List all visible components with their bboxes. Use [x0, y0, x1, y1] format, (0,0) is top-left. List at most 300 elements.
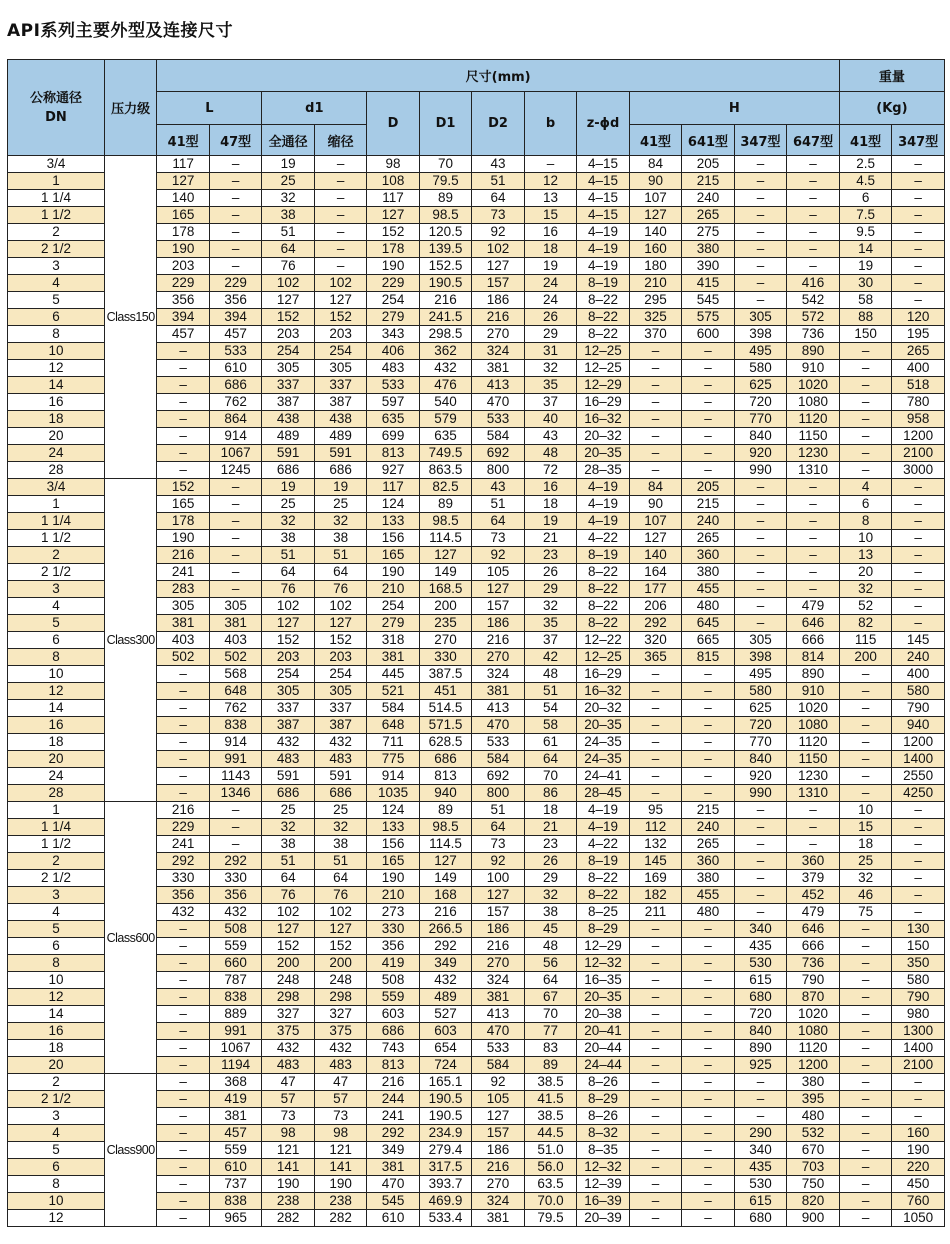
cell-z-phi-d: 20–41 [577, 1023, 629, 1040]
cell-d: 156 [367, 836, 419, 853]
cell-l-47: 1194 [209, 1057, 261, 1074]
cell-d: 124 [367, 802, 419, 819]
cell-l-41: 178 [157, 513, 209, 530]
cell-d1-full: 38 [262, 836, 314, 853]
cell-h-41: 177 [629, 581, 681, 598]
cell-d2: 51 [472, 173, 524, 190]
cell-h-641: – [682, 1057, 734, 1074]
cell-d1-full: 489 [262, 428, 314, 445]
cell-d1-reduced: 19 [314, 479, 366, 496]
cell-d1-reduced: 254 [314, 666, 366, 683]
cell-h-641: 390 [682, 258, 734, 275]
cell-l-41: – [157, 734, 209, 751]
cell-h-347: 925 [734, 1057, 786, 1074]
cell-d: 117 [367, 190, 419, 207]
cell-weight-41: – [839, 768, 891, 785]
cell-dn: 2 [8, 547, 105, 564]
cell-dn: 16 [8, 1023, 105, 1040]
cell-d1-full: 19 [262, 156, 314, 173]
cell-l-41: – [157, 768, 209, 785]
cell-z-phi-d: 28–45 [577, 785, 629, 802]
cell-l-47: 559 [209, 938, 261, 955]
cell-b: 48 [524, 445, 576, 462]
cell-d1-full: 25 [262, 802, 314, 819]
cell-h-41: – [629, 972, 681, 989]
cell-h-41: 84 [629, 156, 681, 173]
cell-b: 35 [524, 615, 576, 632]
cell-l-41: 330 [157, 870, 209, 887]
cell-l-47: – [209, 496, 261, 513]
cell-d1: 165.1 [419, 1074, 471, 1091]
cell-b: 58 [524, 717, 576, 734]
cell-z-phi-d: 8–19 [577, 853, 629, 870]
cell-weight-347: 1200 [892, 734, 945, 751]
cell-d1-reduced: 483 [314, 751, 366, 768]
cell-weight-347: 150 [892, 938, 945, 955]
cell-h-641: – [682, 734, 734, 751]
cell-d2: 64 [472, 513, 524, 530]
cell-weight-41: – [839, 428, 891, 445]
cell-l-47: 1143 [209, 768, 261, 785]
cell-d2: 800 [472, 462, 524, 479]
cell-d1: 114.5 [419, 530, 471, 547]
cell-z-phi-d: 20–35 [577, 717, 629, 734]
cell-d1-reduced: 127 [314, 615, 366, 632]
cell-h-647: 890 [787, 343, 840, 360]
cell-l-41: – [157, 989, 209, 1006]
cell-z-phi-d: 8–22 [577, 564, 629, 581]
cell-l-41: 229 [157, 275, 209, 292]
cell-d: 273 [367, 904, 419, 921]
cell-h-647: – [787, 564, 840, 581]
cell-h-641: 360 [682, 853, 734, 870]
cell-b: 32 [524, 598, 576, 615]
cell-d1-reduced: 64 [314, 564, 366, 581]
cell-b: 26 [524, 564, 576, 581]
cell-d2: 43 [472, 156, 524, 173]
cell-d1-full: 203 [262, 326, 314, 343]
cell-dn: 6 [8, 1159, 105, 1176]
cell-d2: 270 [472, 955, 524, 972]
cell-h-347: 625 [734, 377, 786, 394]
cell-h-347: 435 [734, 1159, 786, 1176]
cell-l-41: 403 [157, 632, 209, 649]
cell-weight-347: 790 [892, 700, 945, 717]
cell-h-347: – [734, 1108, 786, 1125]
cell-dn: 10 [8, 343, 105, 360]
cell-b: 18 [524, 802, 576, 819]
cell-dn: 18 [8, 1040, 105, 1057]
header-pressure-class: 压力级 [104, 60, 156, 156]
cell-h-647: 910 [787, 683, 840, 700]
cell-weight-347: – [892, 156, 945, 173]
cell-dn: 2 [8, 1074, 105, 1091]
cell-d1-reduced: – [314, 258, 366, 275]
cell-z-phi-d: 20–32 [577, 428, 629, 445]
cell-h-641: – [682, 1023, 734, 1040]
cell-h-41: – [629, 428, 681, 445]
cell-weight-347: 1300 [892, 1023, 945, 1040]
cell-dn: 3 [8, 1108, 105, 1125]
cell-h-347: – [734, 547, 786, 564]
cell-h-641: 415 [682, 275, 734, 292]
cell-d1-full: 298 [262, 989, 314, 1006]
cell-l-41: – [157, 411, 209, 428]
cell-h-647: 452 [787, 887, 840, 904]
cell-d1-reduced: 282 [314, 1210, 366, 1227]
cell-d1-full: 305 [262, 683, 314, 700]
cell-d1-reduced: 32 [314, 513, 366, 530]
cell-d1-full: 38 [262, 207, 314, 224]
cell-d: 244 [367, 1091, 419, 1108]
cell-d1: 190.5 [419, 275, 471, 292]
cell-d2: 92 [472, 1074, 524, 1091]
cell-h-641: – [682, 343, 734, 360]
cell-h-41: 292 [629, 615, 681, 632]
cell-l-47: 533 [209, 343, 261, 360]
cell-h-41: – [629, 1057, 681, 1074]
cell-dn: 1 1/4 [8, 190, 105, 207]
cell-h-641: – [682, 1006, 734, 1023]
cell-h-647: 814 [787, 649, 840, 666]
cell-d: 419 [367, 955, 419, 972]
cell-d1-full: 327 [262, 1006, 314, 1023]
cell-h-347: 920 [734, 768, 786, 785]
cell-d1-reduced: 102 [314, 275, 366, 292]
cell-z-phi-d: 16–39 [577, 1193, 629, 1210]
cell-z-phi-d: 12–32 [577, 1159, 629, 1176]
cell-dn: 10 [8, 666, 105, 683]
cell-l-47: 889 [209, 1006, 261, 1023]
cell-h-641: 380 [682, 564, 734, 581]
cell-weight-41: – [839, 683, 891, 700]
cell-weight-41: 4 [839, 479, 891, 496]
cell-weight-41: 9.5 [839, 224, 891, 241]
cell-d1-reduced: – [314, 224, 366, 241]
cell-dn: 3/4 [8, 156, 105, 173]
cell-h-647: – [787, 496, 840, 513]
cell-h-647: 1080 [787, 394, 840, 411]
cell-d1: 241.5 [419, 309, 471, 326]
cell-weight-41: – [839, 343, 891, 360]
cell-h-641: 575 [682, 309, 734, 326]
cell-b: 89 [524, 1057, 576, 1074]
cell-z-phi-d: 4–15 [577, 190, 629, 207]
cell-d1-reduced: 483 [314, 1057, 366, 1074]
cell-h-647: 646 [787, 921, 840, 938]
cell-l-47: 787 [209, 972, 261, 989]
cell-b: 16 [524, 479, 576, 496]
cell-d: 470 [367, 1176, 419, 1193]
cell-h-41: – [629, 666, 681, 683]
header-H-347: 347型 [734, 125, 786, 156]
cell-z-phi-d: 8–22 [577, 598, 629, 615]
cell-d1: 89 [419, 802, 471, 819]
cell-h-647: – [787, 836, 840, 853]
cell-h-347: – [734, 564, 786, 581]
cell-weight-41: – [839, 1125, 891, 1142]
cell-d2: 584 [472, 1057, 524, 1074]
cell-l-47: – [209, 241, 261, 258]
cell-weight-41: 32 [839, 870, 891, 887]
cell-d1-reduced: 102 [314, 598, 366, 615]
cell-dn: 5 [8, 615, 105, 632]
cell-d1-reduced: 327 [314, 1006, 366, 1023]
cell-weight-41: – [839, 1074, 891, 1091]
cell-z-phi-d: 4–22 [577, 836, 629, 853]
cell-b: 48 [524, 666, 576, 683]
cell-l-41: – [157, 1159, 209, 1176]
cell-h-647: 910 [787, 360, 840, 377]
table-row [8, 802, 945, 819]
header-weight-41: 41型 [839, 125, 891, 156]
cell-d1-reduced: 686 [314, 785, 366, 802]
cell-d1: 200 [419, 598, 471, 615]
cell-h-347: 530 [734, 1176, 786, 1193]
cell-weight-347: – [892, 904, 945, 921]
cell-weight-347: – [892, 292, 945, 309]
cell-d1-full: 438 [262, 411, 314, 428]
cell-dn: 1 1/2 [8, 207, 105, 224]
cell-d: 521 [367, 683, 419, 700]
cell-z-phi-d: 4–22 [577, 530, 629, 547]
cell-l-41: 394 [157, 309, 209, 326]
cell-d: 178 [367, 241, 419, 258]
cell-weight-41: – [839, 955, 891, 972]
cell-l-47: – [209, 547, 261, 564]
cell-dn: 12 [8, 989, 105, 1006]
cell-b: 24 [524, 292, 576, 309]
cell-d2: 127 [472, 887, 524, 904]
cell-weight-347: – [892, 479, 945, 496]
cell-l-47: 838 [209, 717, 261, 734]
cell-dn: 2 1/2 [8, 870, 105, 887]
table-row [8, 156, 945, 173]
cell-l-47: 502 [209, 649, 261, 666]
cell-z-phi-d: 20–44 [577, 1040, 629, 1057]
cell-h-41: 211 [629, 904, 681, 921]
cell-z-phi-d: 24–35 [577, 734, 629, 751]
cell-d1-reduced: 121 [314, 1142, 366, 1159]
cell-d2: 270 [472, 649, 524, 666]
cell-b: 23 [524, 836, 576, 853]
cell-weight-347: – [892, 564, 945, 581]
cell-h-647: – [787, 802, 840, 819]
cell-h-347: 770 [734, 411, 786, 428]
cell-h-41: 107 [629, 190, 681, 207]
cell-l-41: – [157, 683, 209, 700]
cell-d1-full: 127 [262, 921, 314, 938]
cell-b: 15 [524, 207, 576, 224]
cell-l-41: – [157, 1125, 209, 1142]
cell-h-41: – [629, 411, 681, 428]
cell-h-347: 290 [734, 1125, 786, 1142]
cell-l-41: 381 [157, 615, 209, 632]
cell-h-347: 990 [734, 462, 786, 479]
cell-l-47: – [209, 207, 261, 224]
cell-h-41: 90 [629, 496, 681, 513]
cell-dn: 20 [8, 428, 105, 445]
cell-d1-full: 102 [262, 598, 314, 615]
cell-d1-reduced: 38 [314, 530, 366, 547]
cell-h-647: – [787, 479, 840, 496]
cell-d1-full: 141 [262, 1159, 314, 1176]
cell-z-phi-d: 16–32 [577, 411, 629, 428]
cell-weight-347: – [892, 581, 945, 598]
cell-weight-41: – [839, 1023, 891, 1040]
cell-h-41: – [629, 938, 681, 955]
cell-d2: 584 [472, 428, 524, 445]
cell-h-647: – [787, 173, 840, 190]
cell-d2: 105 [472, 564, 524, 581]
cell-h-647: 360 [787, 853, 840, 870]
cell-weight-347: – [892, 207, 945, 224]
cell-d1-full: 73 [262, 1108, 314, 1125]
header-D2: D2 [472, 92, 524, 156]
cell-d1-reduced: 337 [314, 377, 366, 394]
cell-h-647: 1080 [787, 717, 840, 734]
cell-h-641: – [682, 377, 734, 394]
cell-d1-full: 254 [262, 343, 314, 360]
cell-h-647: 1120 [787, 1040, 840, 1057]
cell-d1: 98.5 [419, 207, 471, 224]
cell-d1: 216 [419, 904, 471, 921]
cell-b: 79.5 [524, 1210, 576, 1227]
cell-h-347: 680 [734, 1210, 786, 1227]
cell-z-phi-d: 8–32 [577, 1125, 629, 1142]
cell-weight-41: 20 [839, 564, 891, 581]
cell-h-647: 479 [787, 904, 840, 921]
cell-l-47: 648 [209, 683, 261, 700]
cell-weight-347: 4250 [892, 785, 945, 802]
cell-weight-41: 15 [839, 819, 891, 836]
cell-dn: 1 1/2 [8, 836, 105, 853]
cell-dn: 14 [8, 1006, 105, 1023]
cell-d1-reduced: 432 [314, 1040, 366, 1057]
cell-d: 349 [367, 1142, 419, 1159]
cell-h-347: – [734, 292, 786, 309]
cell-l-47: 762 [209, 700, 261, 717]
cell-b: 51.0 [524, 1142, 576, 1159]
cell-z-phi-d: 4–19 [577, 258, 629, 275]
cell-b: 40 [524, 411, 576, 428]
cell-h-347: – [734, 513, 786, 530]
cell-weight-347: 450 [892, 1176, 945, 1193]
cell-h-641: 600 [682, 326, 734, 343]
cell-d1-reduced: 238 [314, 1193, 366, 1210]
cell-d1-reduced: 51 [314, 853, 366, 870]
cell-b: 48 [524, 938, 576, 955]
cell-h-41: – [629, 377, 681, 394]
header-size: 尺寸(mm) [157, 60, 839, 92]
cell-h-641: – [682, 683, 734, 700]
cell-d1: 469.9 [419, 1193, 471, 1210]
cell-l-41: – [157, 1057, 209, 1074]
cell-h-641: – [682, 360, 734, 377]
cell-d1: 139.5 [419, 241, 471, 258]
cell-d1-reduced: 98 [314, 1125, 366, 1142]
cell-d1-reduced: 337 [314, 700, 366, 717]
cell-weight-347: 518 [892, 377, 945, 394]
header-D: D [367, 92, 419, 156]
cell-d2: 186 [472, 921, 524, 938]
cell-d1-full: 64 [262, 564, 314, 581]
cell-weight-347: – [892, 870, 945, 887]
cell-l-41: – [157, 717, 209, 734]
cell-weight-41: – [839, 462, 891, 479]
cell-z-phi-d: 8–22 [577, 326, 629, 343]
cell-l-47: 508 [209, 921, 261, 938]
cell-d1: 724 [419, 1057, 471, 1074]
cell-h-647: 395 [787, 1091, 840, 1108]
cell-d1-reduced: 102 [314, 904, 366, 921]
cell-d1-reduced: 141 [314, 1159, 366, 1176]
cell-d2: 127 [472, 1108, 524, 1125]
cell-h-347: – [734, 870, 786, 887]
pressure-class-cell: Class300 [104, 479, 156, 802]
cell-d1: 686 [419, 751, 471, 768]
cell-d1-reduced: 298 [314, 989, 366, 1006]
cell-weight-347: 2100 [892, 445, 945, 462]
cell-l-41: – [157, 700, 209, 717]
cell-h-641: 265 [682, 836, 734, 853]
cell-h-641: – [682, 938, 734, 955]
cell-h-41: – [629, 734, 681, 751]
cell-h-41: – [629, 683, 681, 700]
cell-weight-41: 46 [839, 887, 891, 904]
cell-h-647: 1310 [787, 785, 840, 802]
cell-l-41: 457 [157, 326, 209, 343]
cell-d1-full: 64 [262, 241, 314, 258]
cell-d: 635 [367, 411, 419, 428]
cell-d: 610 [367, 1210, 419, 1227]
cell-h-347: – [734, 258, 786, 275]
cell-z-phi-d: 8–22 [577, 581, 629, 598]
cell-b: 63.5 [524, 1176, 576, 1193]
cell-weight-41: – [839, 921, 891, 938]
cell-l-47: – [209, 819, 261, 836]
cell-h-641: – [682, 717, 734, 734]
cell-h-647: – [787, 224, 840, 241]
cell-h-641: – [682, 700, 734, 717]
cell-h-641: – [682, 1074, 734, 1091]
cell-d: 98 [367, 156, 419, 173]
cell-d1: 120.5 [419, 224, 471, 241]
cell-b: 67 [524, 989, 576, 1006]
cell-d2: 127 [472, 581, 524, 598]
cell-z-phi-d: 8–19 [577, 275, 629, 292]
cell-z-phi-d: 4–15 [577, 207, 629, 224]
cell-d1-full: 591 [262, 768, 314, 785]
cell-z-phi-d: 20–35 [577, 445, 629, 462]
cell-d1-reduced: 57 [314, 1091, 366, 1108]
cell-l-47: – [209, 530, 261, 547]
cell-h-347: 625 [734, 700, 786, 717]
cell-h-347: 720 [734, 394, 786, 411]
cell-weight-41: 18 [839, 836, 891, 853]
cell-dn: 6 [8, 632, 105, 649]
cell-h-347: 398 [734, 326, 786, 343]
cell-d: 927 [367, 462, 419, 479]
cell-h-641: – [682, 921, 734, 938]
cell-d: 743 [367, 1040, 419, 1057]
cell-l-41: 283 [157, 581, 209, 598]
cell-z-phi-d: 8–26 [577, 1074, 629, 1091]
cell-dn: 6 [8, 938, 105, 955]
cell-dn: 1 [8, 173, 105, 190]
cell-h-641: 215 [682, 173, 734, 190]
cell-h-647: – [787, 581, 840, 598]
